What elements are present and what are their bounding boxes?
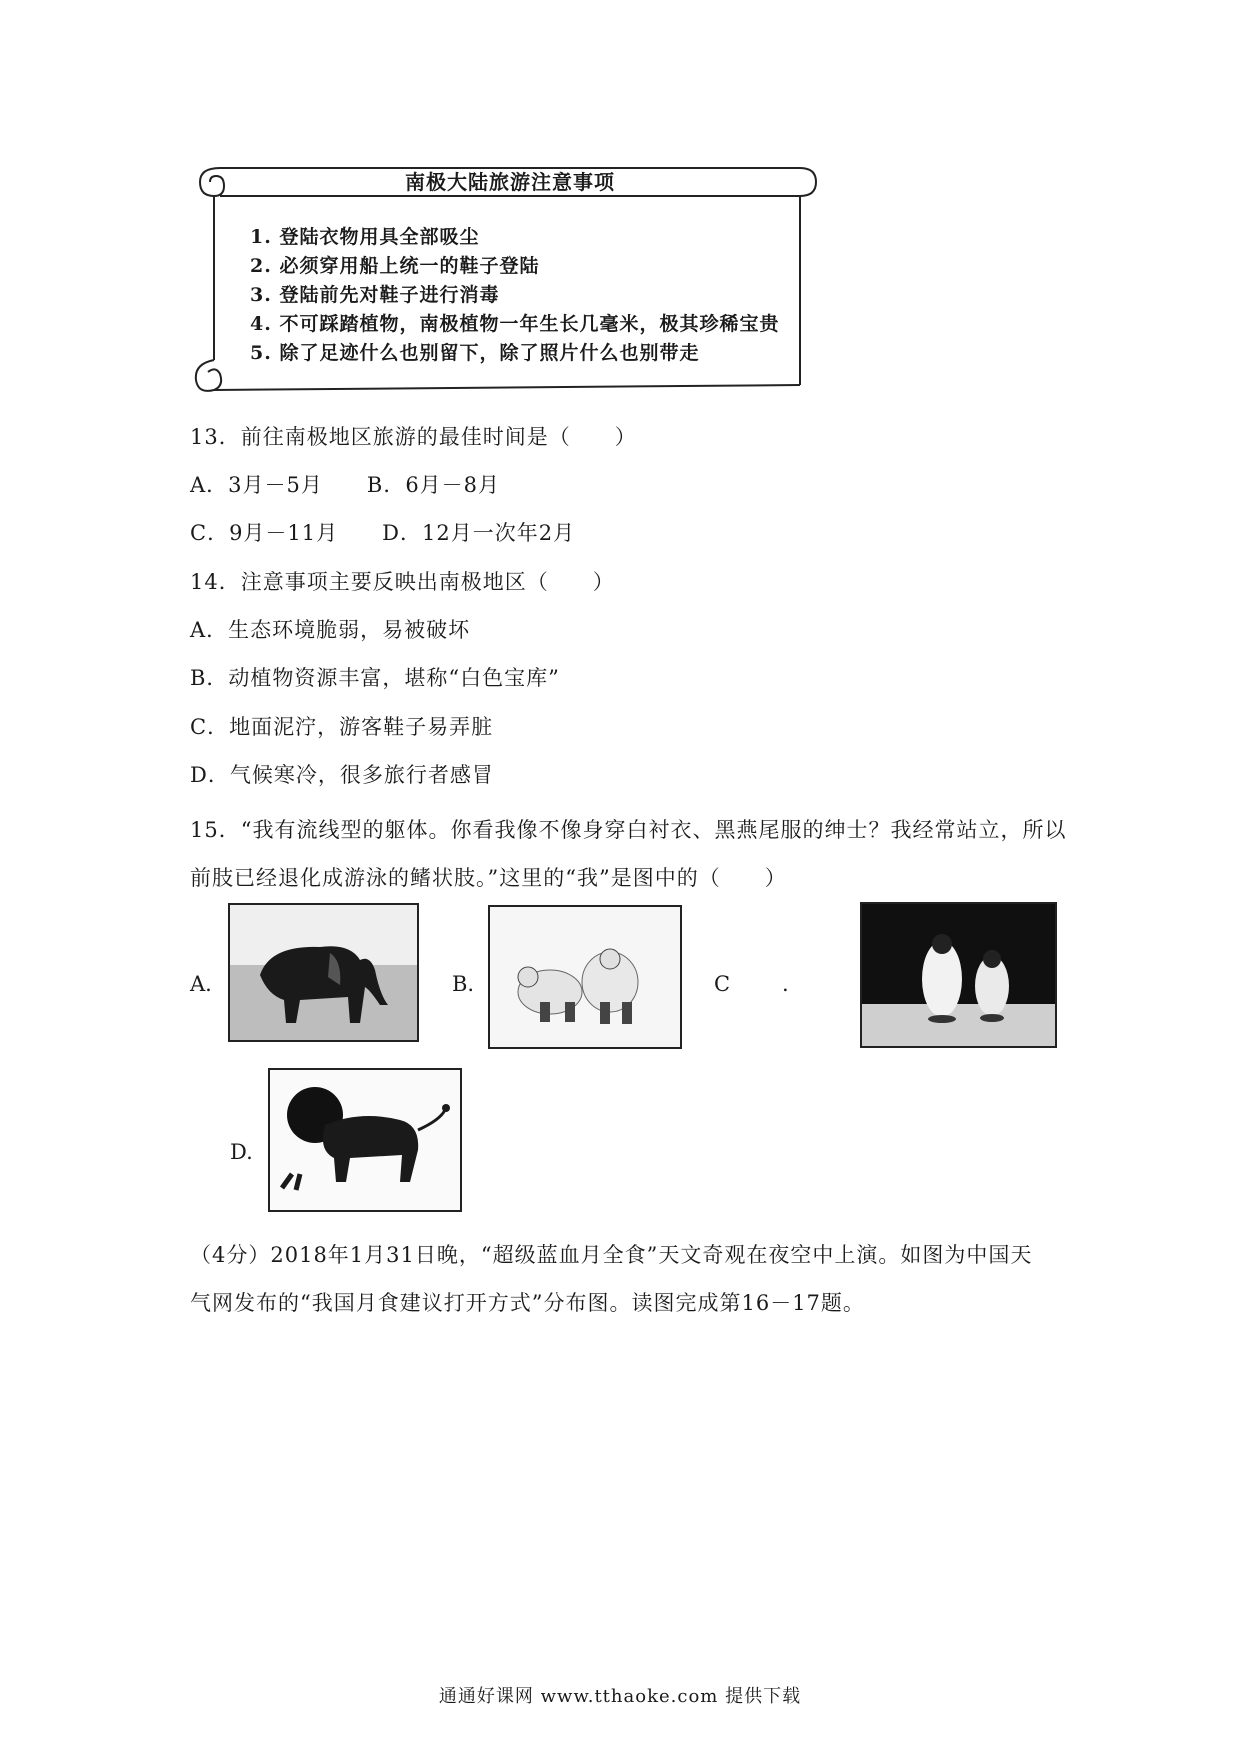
q16-intro-line1: （4分）2018年1月31日晚，“超级蓝血月全食”天文奇观在夜空中上演。如图为中国天 <box>190 1243 1033 1267</box>
notice-item: 1. 登陆衣物用具全部吸尘 <box>250 226 480 248</box>
q14-option-a: A．生态环境脆弱，易被破坏 <box>190 618 471 642</box>
penguins-image <box>860 902 1057 1048</box>
notice-item: 3. 登陆前先对鞋子进行消毒 <box>250 284 500 306</box>
q13-options-row2: C．9月－11月 D．12月一次年2月 <box>190 521 576 545</box>
notice-item: 4. 不可踩踏植物，南极植物一年生长几毫米，极其珍稀宝贵 <box>250 313 780 335</box>
lion-image <box>268 1068 462 1212</box>
q13-options-row1: A．3月－5月 B．6月－8月 <box>190 473 501 497</box>
q15-label-a: A. <box>190 972 212 996</box>
page-footer: 通通好课网 www.tthaoke.com 提供下载 <box>438 1686 802 1707</box>
elephant-image <box>228 903 419 1042</box>
q15-stem-line2: 前肢已经退化成游泳的鳍状肢。”这里的“我”是图中的（ ） <box>190 866 787 890</box>
q14-stem: 14．注意事项主要反映出南极地区（ ） <box>190 570 615 594</box>
q13-stem: 13．前往南极地区旅游的最佳时间是（ ） <box>190 425 637 449</box>
q15-label-c: C <box>714 972 731 996</box>
q16-intro-line2: 气网发布的“我国月食建议打开方式”分布图。读图完成第16－17题。 <box>190 1291 865 1315</box>
polar-bears-image <box>488 905 682 1049</box>
notice-item: 5. 除了足迹什么也别留下，除了照片什么也别带走 <box>250 342 700 364</box>
q15-label-b: B. <box>452 972 475 996</box>
q14-option-b: B．动植物资源丰富，堪称“白色宝库” <box>190 666 560 690</box>
q15-label-c-dot: . <box>782 972 789 996</box>
q14-option-c: C．地面泥泞，游客鞋子易弄脏 <box>190 715 494 739</box>
notice-item: 2. 必须穿用船上统一的鞋子登陆 <box>250 255 540 277</box>
q14-option-d: D．气候寒冷，很多旅行者感冒 <box>190 763 494 787</box>
q15-label-d: D. <box>230 1140 253 1164</box>
q15-stem-line1: 15．“我有流线型的躯体。你看我像不像身穿白衬衣、黑燕尾服的绅士？我经常站立，所以 <box>190 818 1067 842</box>
notice-title: 南极大陆旅游注意事项 <box>405 170 615 194</box>
notice-scroll <box>200 160 820 395</box>
